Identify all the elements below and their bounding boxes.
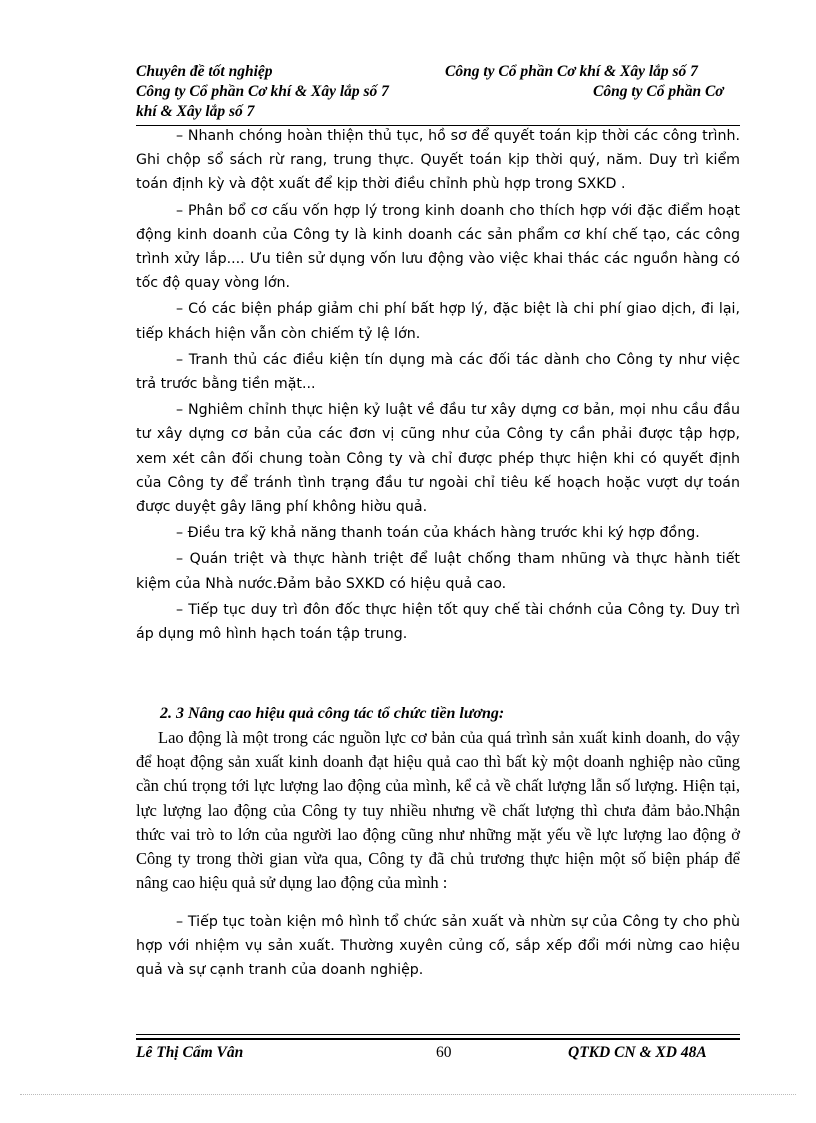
paragraph: – Quán triệt và thực hành triệt để luật chống tham nhũng và thực hành tiết kiệm của Nhà nước.Đảm bảo SXKD có hiệu quả cao. [136, 551, 740, 592]
running-header-line2 [136, 83, 746, 101]
paragraph: – Tiếp tục toàn kiện mô hình tổ chức sản xuất và nhừn sự của Công ty cho phù hợp với nhiệm vụ sản xuất. Thường xuyên củng cố, sắp xếp đổi mới nừng cao hiệu quả và sự cạnh tranh của doanh nghiệp. [136, 914, 740, 979]
page-number: 60 [436, 1044, 452, 1061]
paragraph: – Có các biện pháp giảm chi phí bất hợp lý, đặc biệt là chi phí giao dịch, đi lại, tiếp khách hiện vẫn còn chiếm tỷ lệ lớn. [136, 301, 740, 342]
section-heading: 2. 3 Nâng cao hiệu quả công tác tổ chức tiền lương: [160, 705, 505, 722]
footer-rule-thick [136, 1038, 740, 1040]
header-company-continued: khí & Xây lắp số 7 [136, 103, 255, 120]
running-header [136, 63, 746, 81]
header-left-title: Chuyên đề tốt nghiệp [136, 63, 273, 80]
paragraph: Lao động là một trong các nguồn lực cơ bản của quá trình sản xuất kinh doanh, do vậy để hoạt động sản xuất kinh doanh đạt hiệu quả cao thì bất kỳ một doanh nghiệp nào cũng cần chú trọng tới lực lượng lao động của mình, kể cả về chất lượng lẫn số lượng. Hiện tại, lực lượng lao động của Công ty tuy nhiều nhưng về chất lượng thì chưa đảm bảo.Nhận thức vai trò to lớn của người lao động cũng như những mặt yếu về lực lượng lao động ở Công ty trong thời gian vừa qua, Công ty đã chủ trương thực hiện một số biện pháp để nâng cao hiệu quả sử dụng lao động của mình : [136, 728, 740, 893]
page-bottom-dotted-edge [20, 1094, 796, 1095]
running-header-line3 [136, 103, 746, 121]
paragraph: – Nghiêm chỉnh thực hiện kỷ luật về đầu tư xây dựng cơ bản, mọi nhu cầu đầu tư xây dựng cơ bản của các đơn vị cũng như của Công ty cần phải được tập hợp, xem xét cân đối chung toàn Công ty và chỉ được phép thực hiện khi có quyết định của Công ty để tránh tình trạng đầu tư ngoài chỉ tiêu kế hoạch hoặc vượt dự toán được duyệt gây lãng phí không hiờu quả. [136, 402, 740, 516]
header-right-title: Công ty Cổ phần Cơ khí & Xây lắp số 7 [445, 63, 698, 80]
paragraph: – Điều tra kỹ khả năng thanh toán của khách hàng trước khi ký hợp đồng. [176, 525, 700, 542]
paragraph: – Tranh thủ các điều kiện tín dụng mà các đối tác dành cho Công ty như việc trả trước bằng tiền mặt... [136, 351, 740, 393]
header-company-left: Công ty Cổ phần Cơ khí & Xây lắp số 7 [136, 83, 389, 100]
header-company-right: Công ty Cổ phần Cơ [593, 83, 724, 100]
paragraph: – Nhanh chóng hoàn thiện thủ tục, hồ sơ để quyết toán kịp thời các công trình. Ghi chộp sổ sách rừ rang, trung thực. Quyết toán kịp thời quý, năm. Duy trì kiểm toán định kỳ và đột xuất để kịp thời điều chỉnh phù hợp trong SXKD . [136, 128, 740, 193]
paragraph: – Phân bổ cơ cấu vốn hợp lý trong kinh doanh cho thích hợp với đặc điểm hoạt động kinh doanh của Công ty là kinh doanh các sản phẩm cơ khí chế tạo, các công trình xửy lắp.... Ưu tiên sử dụng vốn lưu động vào việc khai thác các nguồn hàng có tốc độ quay vòng lớn. [136, 202, 740, 292]
footer-rule-thin [136, 1034, 740, 1035]
section-intro [136, 726, 740, 895]
body-text [136, 124, 740, 646]
footer-author: Lê Thị Cẩm Vân [136, 1044, 244, 1061]
section-body [136, 910, 740, 983]
footer-class-code: QTKD CN & XD 48A [568, 1044, 707, 1061]
paragraph: – Tiếp tục duy trì đôn đốc thực hiện tốt quy chế tài chớnh của Công ty. Duy trì áp dụng mô hình hạch toán tập trung. [136, 601, 740, 643]
